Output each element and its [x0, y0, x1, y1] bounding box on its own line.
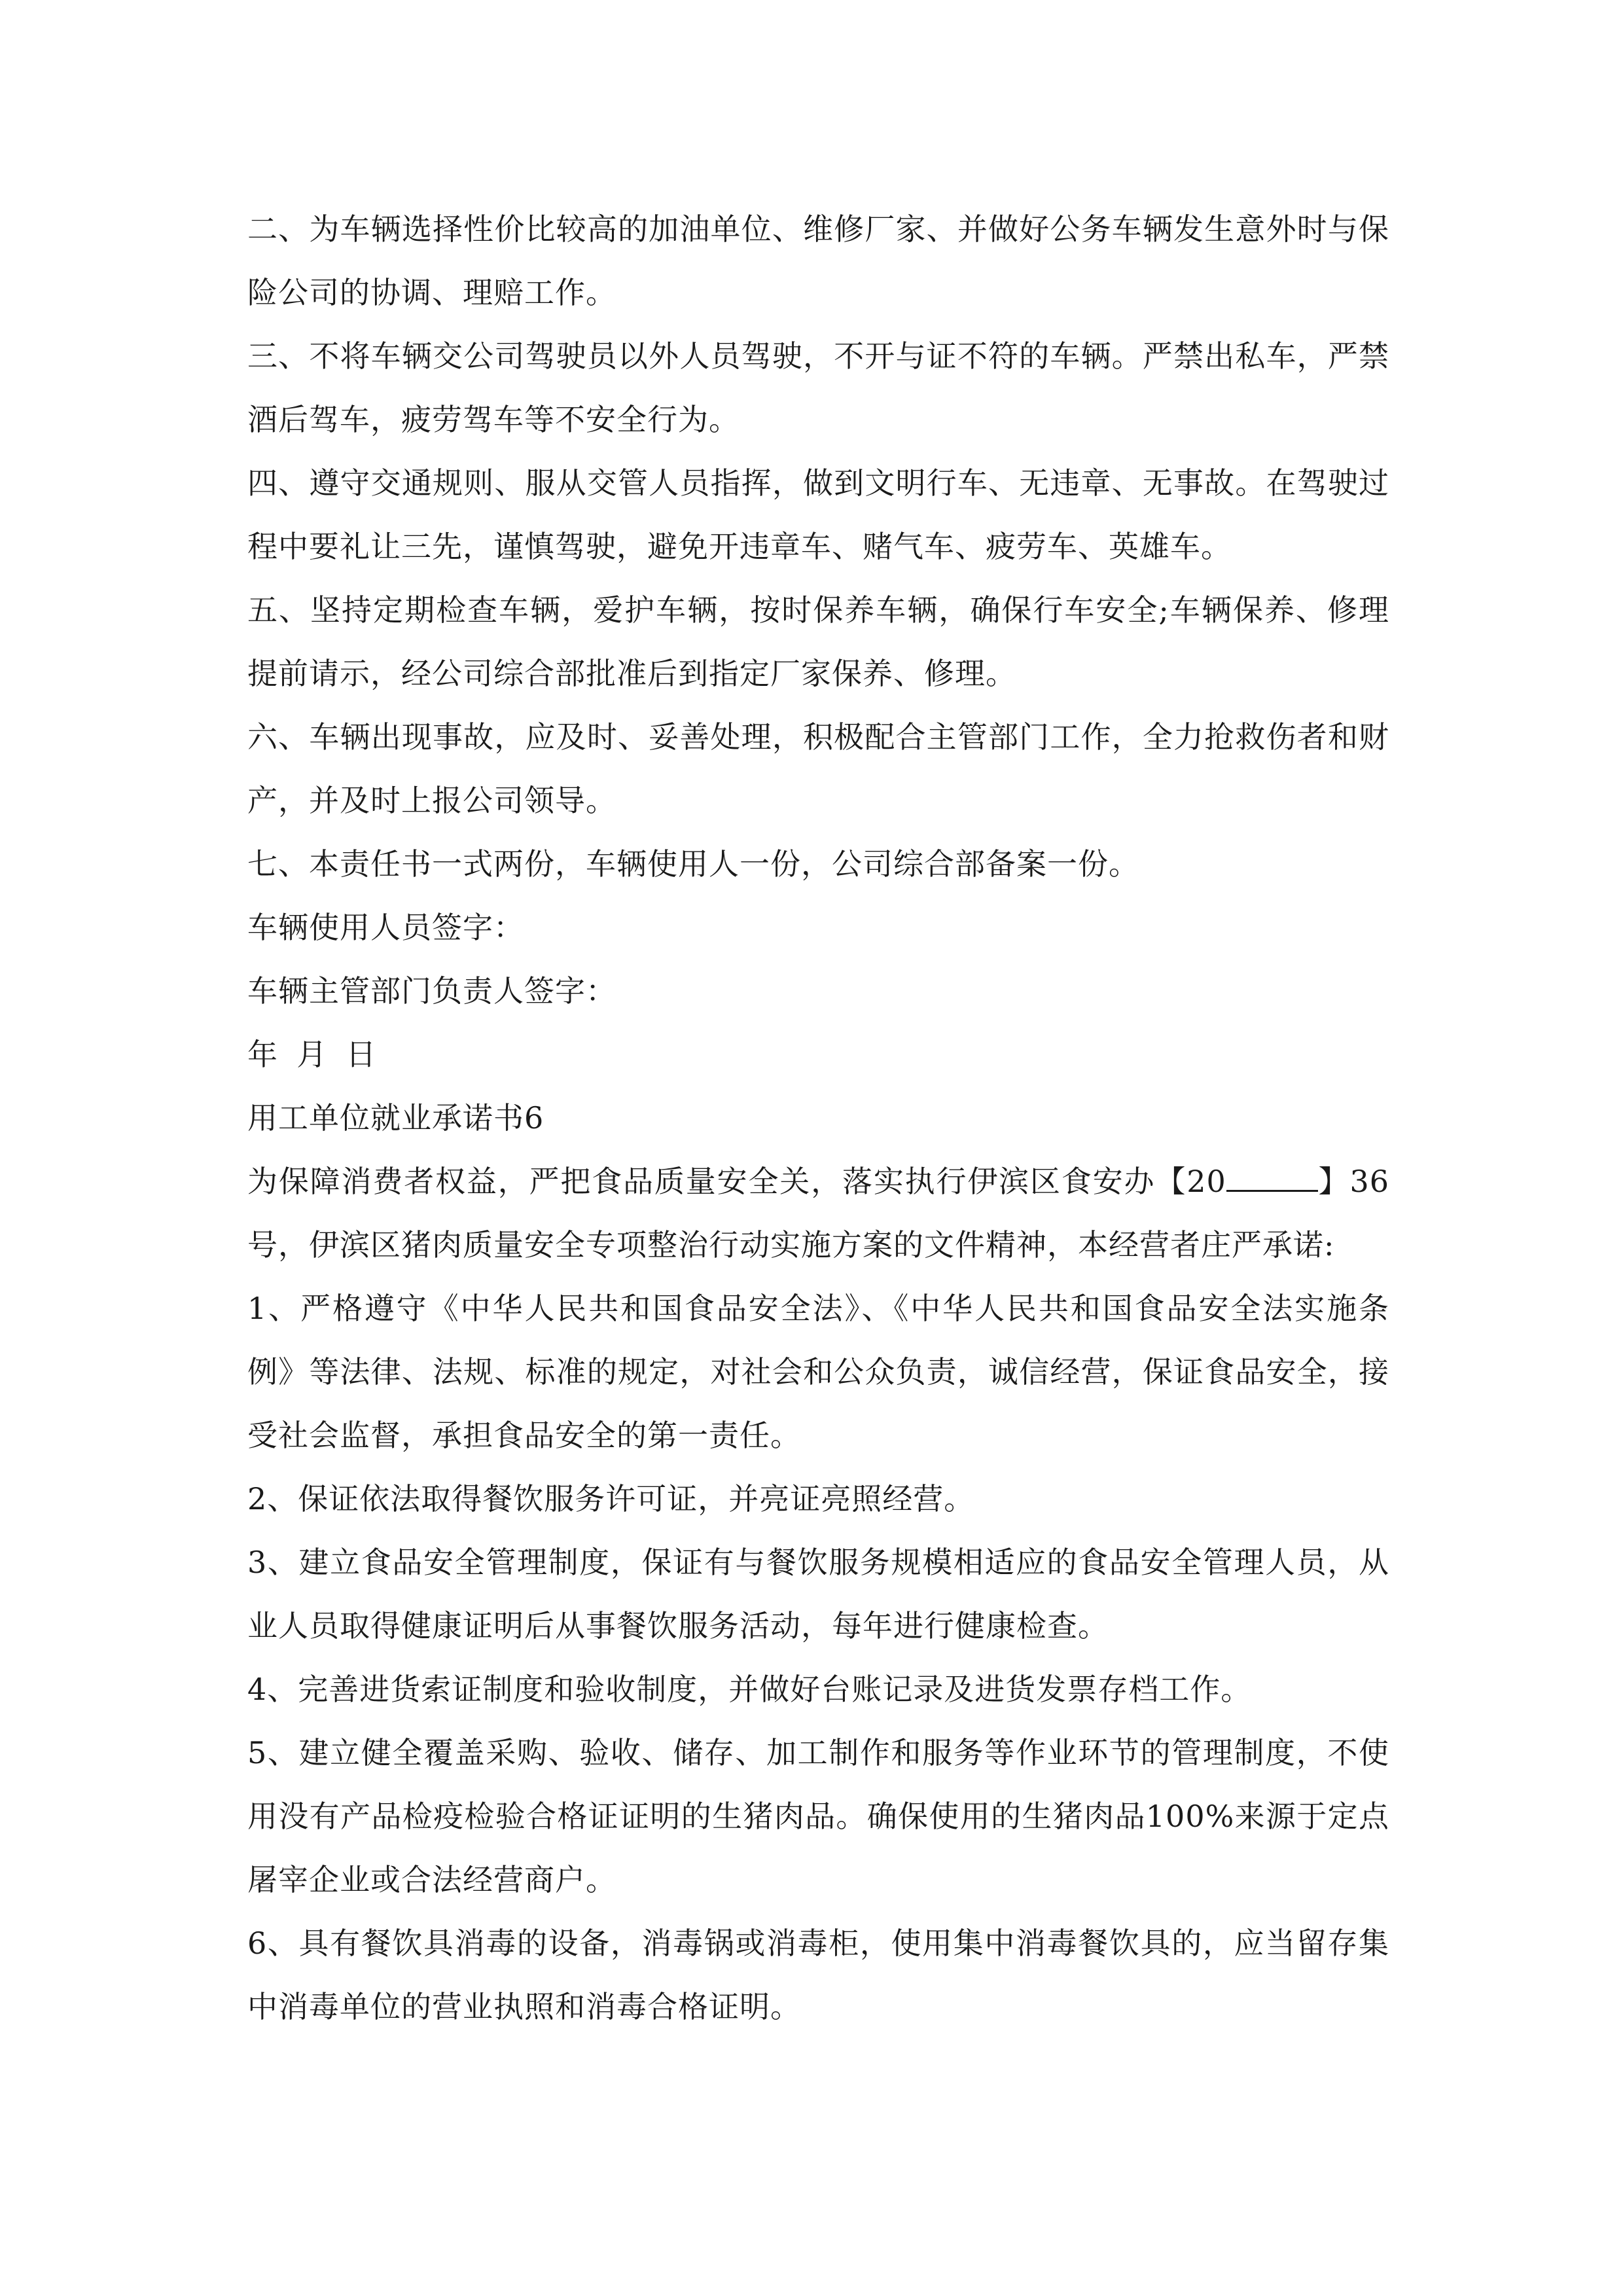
document-page: [247, 198, 1389, 2039]
intro-text-after: 】36号，伊滨区猪肉质量安全专项整治行动实施方案的文件精神，本经营者庄严承诺:: [247, 1164, 1389, 1263]
signature-manager-line: 车辆主管部门负责人签字：: [247, 973, 616, 1009]
clause-4: 四、遵守交通规则、服从交管人员指挥，做到文明行车、无违章、无事故。在驾驶过程中要礼让三先，谨慎驾驶，避免开违章车、赌气车、疲劳车、英雄车。: [247, 465, 1389, 564]
clause-2: 二、为车辆选择性价比较高的加油单位、维修厂家、并做好公务车辆发生意外时与保险公司的协调、理赔工作。: [247, 211, 1389, 310]
commitment-intro: [247, 1150, 1389, 1277]
commitment-item-5: 5、建立健全覆盖采购、验收、储存、加工制作和服务等作业环节的管理制度，不使用没有产品检疫检验合格证证明的生猪肉品。确保使用的生猪肉品100%来源于定点屠宰企业或合法经营商户。: [247, 1735, 1389, 1897]
commitment-item-2: 2、保证依法取得餐饮服务许可证，并亮证亮照经营。: [247, 1481, 975, 1516]
clause-7: 七、本责任书一式两份，车辆使用人一份，公司综合部备案一份。: [247, 846, 1139, 882]
clause-3: 三、不将车辆交公司驾驶员以外人员驾驶，不开与证不符的车辆。严禁出私车，严禁酒后驾车，疲劳驾车等不安全行为。: [247, 338, 1389, 437]
commitment-title: 用工单位就业承诺书6: [247, 1100, 544, 1136]
clause-5: 五、坚持定期检查车辆，爱护车辆，按时保养车辆，确保行车安全;车辆保养、修理提前请示，经公司综合部批准后到指定厂家保养、修理。: [247, 592, 1389, 691]
clause-6: 六、车辆出现事故，应及时、妥善处理，积极配合主管部门工作，全力抢救伤者和财产，并及时上报公司领导。: [247, 719, 1389, 818]
commitment-item-4: 4、完善进货索证制度和验收制度，并做好台账记录及进货发票存档工作。: [247, 1672, 1252, 1707]
signature-user-line: 车辆使用人员签字：: [247, 910, 524, 945]
year-blank: [1226, 1164, 1318, 1192]
intro-text-before: 为保障消费者权益，严把食品质量安全关，落实执行伊滨区食安办【20: [247, 1164, 1226, 1199]
commitment-item-3: 3、建立食品安全管理制度，保证有与餐饮服务规模相适应的食品安全管理人员，从业人员取得健康证明后从事餐饮服务活动，每年进行健康检查。: [247, 1545, 1389, 1643]
commitment-item-1: 1、严格遵守《中华人民共和国食品安全法》、《中华人民共和国食品安全法实施条例》等法律、法规、标准的规定，对社会和公众负责，诚信经营，保证食品安全，接受社会监督，承担食品安全的第一责任。: [247, 1291, 1389, 1453]
commitment-item-6: 6、具有餐饮具消毒的设备，消毒锅或消毒柜，使用集中消毒餐饮具的，应当留存集中消毒单位的营业执照和消毒合格证明。: [247, 1926, 1389, 2024]
date-line: 年 月 日: [247, 1037, 376, 1072]
